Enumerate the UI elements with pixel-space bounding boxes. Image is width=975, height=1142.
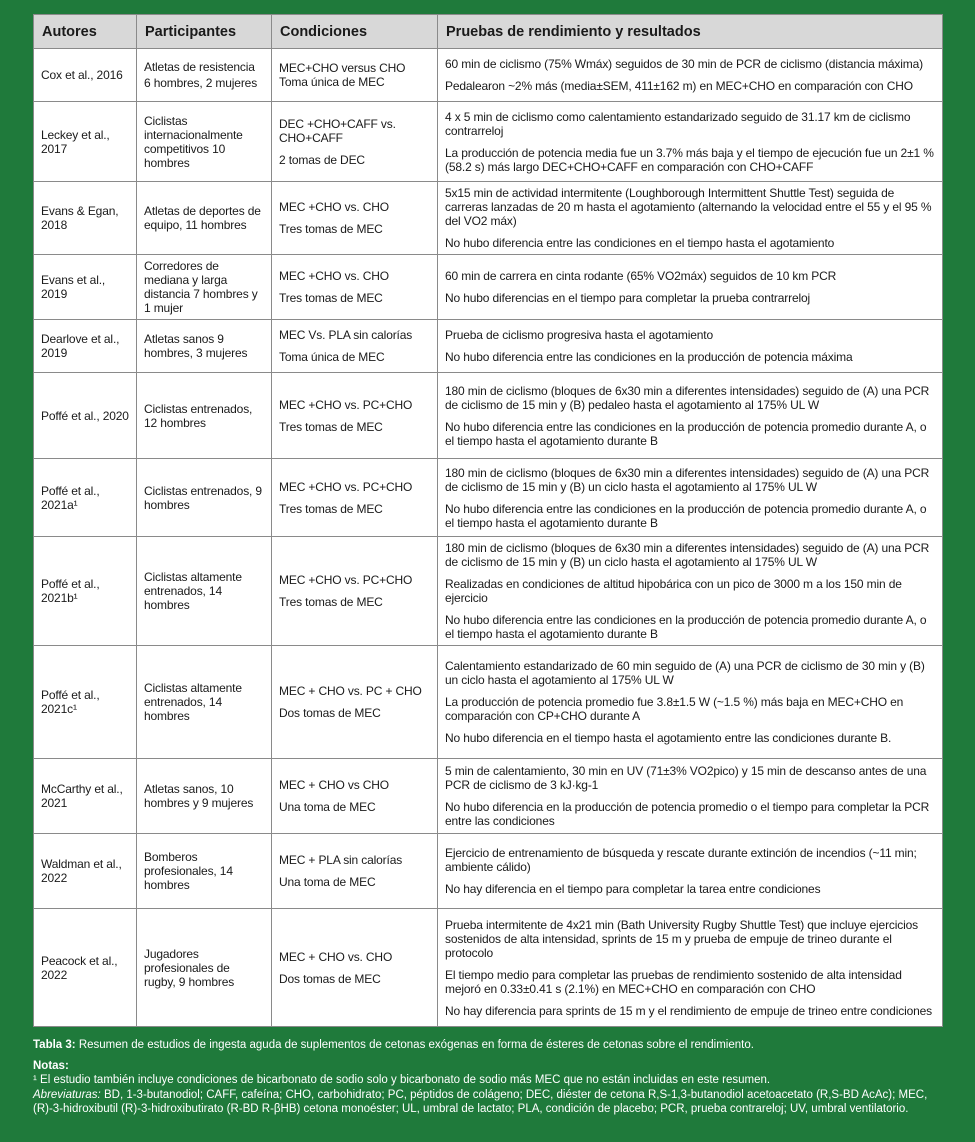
cell-author: Poffé et al., 2020: [34, 373, 137, 459]
caption-line: [33, 1038, 942, 1053]
cell-conditions: [272, 373, 438, 459]
cell-paragraph: Ciclistas entrenados, 9 hombres: [144, 483, 262, 512]
cell-paragraph: 60 min de ciclismo (75% Wmáx) seguidos de 30 min de PCR de ciclismo (distancia máxima): [445, 57, 923, 71]
table-row: [34, 537, 943, 646]
cell-results: [438, 537, 943, 646]
note-1: ¹ El estudio también incluye condiciones de bicarbonato de sodio solo y bicarbonato de sodio más MEC que no están incluidas en este resumen.: [33, 1074, 771, 1086]
cell-paragraph: Ciclistas altamente entrenados, 14 hombres: [144, 570, 242, 612]
cell-paragraph: MEC+CHO versus CHO Toma única de MEC: [279, 61, 406, 89]
cell-paragraph: Pedalearon ~2% más (media±SEM, 411±162 m) en MEC+CHO en comparación con CHO: [445, 79, 913, 93]
cell-paragraph: No hubo diferencia en la producción de potencia promedio o el tiempo para completar la PCR entre las condiciones: [445, 800, 930, 828]
cell-results: [438, 102, 943, 182]
cell-paragraph: Dos tomas de MEC: [279, 706, 381, 720]
cell-author: Poffé et al., 2021c¹: [34, 646, 137, 759]
cell-paragraph: Atletas de resistencia: [144, 60, 255, 74]
cell-paragraph: Atletas sanos, 10 hombres y 9 mujeres: [144, 782, 254, 810]
cell-participants: [137, 320, 272, 373]
cell-participants: [137, 373, 272, 459]
cell-author: Cox et al., 2016: [34, 49, 137, 102]
cell-paragraph: Ciclistas entrenados, 12 hombres: [144, 401, 253, 430]
table-row: [34, 182, 943, 255]
cell-participants: [137, 537, 272, 646]
cell-conditions: [272, 320, 438, 373]
cell-paragraph: Ciclistas altamente entrenados, 14 hombres: [144, 681, 242, 723]
cell-paragraph: El tiempo medio para completar las pruebas de rendimiento sostenido de alta intensidad mejoró en 0.33±0.41 s (2.1%) en MEC+CHO en comparación con CHO: [445, 967, 902, 996]
cell-conditions: [272, 182, 438, 255]
table-row: [34, 646, 943, 759]
cell-paragraph: Dos tomas de MEC: [279, 971, 381, 986]
cell-paragraph: MEC +CHO vs. CHO: [279, 269, 389, 283]
cell-conditions: [272, 834, 438, 909]
cell-conditions: [272, 49, 438, 102]
cell-paragraph: 180 min de ciclismo (bloques de 6x30 min a diferentes intensidades) seguido de (A) una PCR de ciclismo de 15 min y (B) pedaleo hasta el agotamiento al 175% UL W: [445, 383, 930, 412]
cell-participants: [137, 255, 272, 320]
caption-label: Tabla 3:: [33, 1039, 76, 1051]
cell-participants: [137, 49, 272, 102]
cell-paragraph: Tres tomas de MEC: [279, 419, 383, 434]
cell-paragraph: Corredores de mediana y larga distancia 7 hombres y 1 mujer: [144, 259, 258, 315]
cell-paragraph: 4 x 5 min de ciclismo como calentamiento estandarizado seguido de 31.17 km de ciclismo contrarreloj: [445, 109, 911, 138]
cell-participants: [137, 646, 272, 759]
cell-paragraph: Atletas sanos 9 hombres, 3 mujeres: [144, 332, 248, 360]
cell-paragraph: 180 min de ciclismo (bloques de 6x30 min a diferentes intensidades) seguido de (A) una PCR de ciclismo de 15 min y (B) un ciclo hasta el agotamiento al 175% UL W: [445, 465, 930, 494]
cell-participants: [137, 909, 272, 1027]
cell-paragraph: Bomberos profesionales, 14 hombres: [144, 850, 233, 892]
cell-paragraph: No hubo diferencia entre las condiciones en la producción de potencia promedio durante A, o el tiempo hasta el agotamiento durante B: [445, 501, 927, 530]
cell-paragraph: 5x15 min de actividad intermitente (Loughborough Intermittent Shuttle Test) seguida de carreras lanzadas de 20 m hasta el agotamiento (alternando la velocidad entre el 55 y el 95 % del VO2 máx): [445, 186, 932, 228]
table-caption: [33, 1038, 942, 1117]
caption-text: Resumen de estudios de ingesta aguda de suplementos de cetonas exógenas en forma de ésteres de cetonas sobre el rendimiento.: [78, 1039, 754, 1051]
header-authors: Autores: [34, 15, 137, 49]
cell-author: Evans & Egan, 2018: [34, 182, 137, 255]
cell-participants: [137, 459, 272, 537]
table-row: [34, 459, 943, 537]
cell-conditions: [272, 646, 438, 759]
cell-conditions: [272, 537, 438, 646]
cell-paragraph: Prueba intermitente de 4x21 min (Bath University Rugby Shuttle Test) que incluye ejercicios sostenidos de alta intensidad, sprints de 15 m y prueba de empuje de trineo durante el protocolo: [445, 917, 919, 960]
cell-paragraph: MEC + PLA sin calorías: [279, 853, 403, 867]
cell-results: [438, 320, 943, 373]
cell-paragraph: MEC + CHO vs CHO: [279, 778, 389, 792]
cell-paragraph: Jugadores profesionales de rugby, 9 hombres: [144, 946, 235, 989]
cell-paragraph: Atletas de deportes de equipo, 11 hombres: [144, 204, 261, 232]
cell-paragraph: MEC +CHO vs. PC+CHO: [279, 397, 413, 412]
cell-paragraph: No hubo diferencia entre las condiciones en la producción de potencia promedio durante A, o el tiempo hasta el agotamiento durante B: [445, 613, 927, 641]
cell-conditions: [272, 759, 438, 834]
cell-paragraph: No hubo diferencia en el tiempo hasta el agotamiento entre las condiciones durante B.: [445, 731, 892, 745]
cell-paragraph: MEC +CHO vs. PC+CHO: [279, 479, 413, 494]
results-table: [33, 14, 943, 1027]
header-participants: Participantes: [137, 15, 272, 49]
table-row: [34, 373, 943, 459]
cell-author: Evans et al., 2019: [34, 255, 137, 320]
cell-paragraph: La producción de potencia media fue un 3.7% más baja y el tiempo de ejecución fue un 2±1 % (58.2 s) más largo DEC+CHO+CAFF en comparación con CHO+CAFF: [445, 145, 934, 174]
cell-results: [438, 834, 943, 909]
header-results: Pruebas de rendimiento y resultados: [438, 15, 943, 49]
cell-paragraph: Ciclistas internacionalmente competitivos 10 hombres: [144, 113, 243, 170]
cell-paragraph: No hubo diferencia entre las condiciones en el tiempo hasta el agotamiento: [445, 236, 835, 250]
cell-results: [438, 759, 943, 834]
cell-participants: [137, 834, 272, 909]
table-row: [34, 909, 943, 1027]
cell-conditions: [272, 459, 438, 537]
cell-paragraph: 180 min de ciclismo (bloques de 6x30 min a diferentes intensidades) seguido de (A) una PCR de ciclismo de 15 min y (B) un ciclo hasta el agotamiento al 175% UL W: [445, 541, 930, 569]
cell-author: Waldman et al., 2022: [34, 834, 137, 909]
cell-paragraph: Tres tomas de MEC: [279, 501, 383, 516]
table-row: [34, 255, 943, 320]
cell-author: Poffé et al., 2021a¹: [34, 459, 137, 537]
cell-paragraph: 5 min de calentamiento, 30 min en UV (71±3% VO2pico) y 15 min de descanso antes de una PCR de ciclismo de 3 kJ·kg-1: [445, 764, 927, 792]
abbreviations-label: Abreviaturas:: [33, 1088, 101, 1101]
cell-paragraph: Tres tomas de MEC: [279, 595, 383, 609]
cell-author: Dearlove et al., 2019: [34, 320, 137, 373]
cell-paragraph: Realizadas en condiciones de altitud hipobárica con un pico de 3000 m a los 150 min de ejercicio: [445, 577, 902, 605]
table-row: [34, 320, 943, 373]
cell-results: [438, 909, 943, 1027]
table-row: [34, 49, 943, 102]
cell-paragraph: No hubo diferencia entre las condiciones en la producción de potencia promedio durante A, o el tiempo hasta el agotamiento durante B: [445, 419, 927, 448]
table-row: [34, 834, 943, 909]
cell-results: [438, 459, 943, 537]
cell-results: [438, 646, 943, 759]
notes-label: Notas:: [33, 1059, 69, 1072]
cell-results: [438, 255, 943, 320]
cell-conditions: [272, 909, 438, 1027]
cell-paragraph: No hay diferencia en el tiempo para completar la tarea entre condiciones: [445, 882, 821, 896]
table-row: [34, 102, 943, 182]
cell-author: Leckey et al., 2017: [34, 102, 137, 182]
cell-paragraph: Ejercicio de entrenamiento de búsqueda y rescate durante extinción de incendios (~11 min; ambiente cálido): [445, 846, 917, 874]
cell-paragraph: MEC +CHO vs. PC+CHO: [279, 573, 413, 587]
cell-conditions: [272, 255, 438, 320]
cell-paragraph: 2 tomas de DEC: [279, 152, 365, 167]
cell-results: [438, 373, 943, 459]
cell-paragraph: Una toma de MEC: [279, 875, 376, 889]
cell-paragraph: 60 min de carrera en cinta rodante (65% VO2máx) seguidos de 10 km PCR: [445, 269, 837, 283]
cell-results: [438, 49, 943, 102]
cell-paragraph: 6 hombres, 2 mujeres: [144, 76, 258, 90]
table-row: [34, 759, 943, 834]
cell-paragraph: No hubo diferencia entre las condiciones en la producción de potencia máxima: [445, 350, 853, 364]
header-conditions: Condiciones: [272, 15, 438, 49]
cell-paragraph: Tres tomas de MEC: [279, 222, 383, 236]
cell-author: McCarthy et al., 2021: [34, 759, 137, 834]
cell-paragraph: La producción de potencia promedio fue 3.8±1.5 W (~1.5 %) más baja en MEC+CHO en comparación con CP+CHO durante A: [445, 695, 904, 723]
cell-paragraph: Tres tomas de MEC: [279, 291, 383, 305]
abbreviations: [33, 1088, 942, 1117]
cell-paragraph: MEC + CHO vs. PC + CHO: [279, 684, 422, 698]
cell-paragraph: Una toma de MEC: [279, 800, 376, 814]
cell-paragraph: MEC +CHO vs. CHO: [279, 200, 389, 214]
cell-results: [438, 182, 943, 255]
cell-paragraph: Prueba de ciclismo progresiva hasta el agotamiento: [445, 328, 713, 342]
cell-conditions: [272, 102, 438, 182]
cell-paragraph: No hubo diferencias en el tiempo para completar la prueba contrarreloj: [445, 291, 811, 305]
header-row: [34, 15, 943, 49]
cell-paragraph: MEC Vs. PLA sin calorías: [279, 328, 413, 342]
cell-paragraph: DEC +CHO+CAFF vs. CHO+CAFF: [279, 116, 396, 145]
cell-paragraph: MEC + CHO vs. CHO: [279, 949, 393, 964]
cell-participants: [137, 759, 272, 834]
cell-paragraph: No hay diferencia para sprints de 15 m y el rendimiento de empuje de trineo entre condiciones: [445, 1003, 933, 1018]
cell-author: Peacock et al., 2022: [34, 909, 137, 1027]
cell-participants: [137, 102, 272, 182]
cell-author: Poffé et al., 2021b¹: [34, 537, 137, 646]
abbreviations-text: BD, 1-3-butanodiol; CAFF, cafeína; CHO, carbohidrato; PC, péptidos de colágeno; DEC, diéster de cetona R,S-1,3-butanodiol acetoacetato (R,S-BD AcAc); MEC, (R)-3-hidroxibutil (R)-3-hidroxibutirato (R-BD R-βHB) cetona monoéster; UL, umbral de lactato; PLA, condición de placebo; PCR, prueba contrareloj; UV, umbral ventilatorio.: [33, 1088, 928, 1115]
cell-participants: [137, 182, 272, 255]
cell-paragraph: Calentamiento estandarizado de 60 min seguido de (A) una PCR de ciclismo de 30 min y (B) un ciclo hasta el agotamiento al 175% UL W: [445, 659, 925, 687]
cell-paragraph: Toma única de MEC: [279, 350, 385, 364]
